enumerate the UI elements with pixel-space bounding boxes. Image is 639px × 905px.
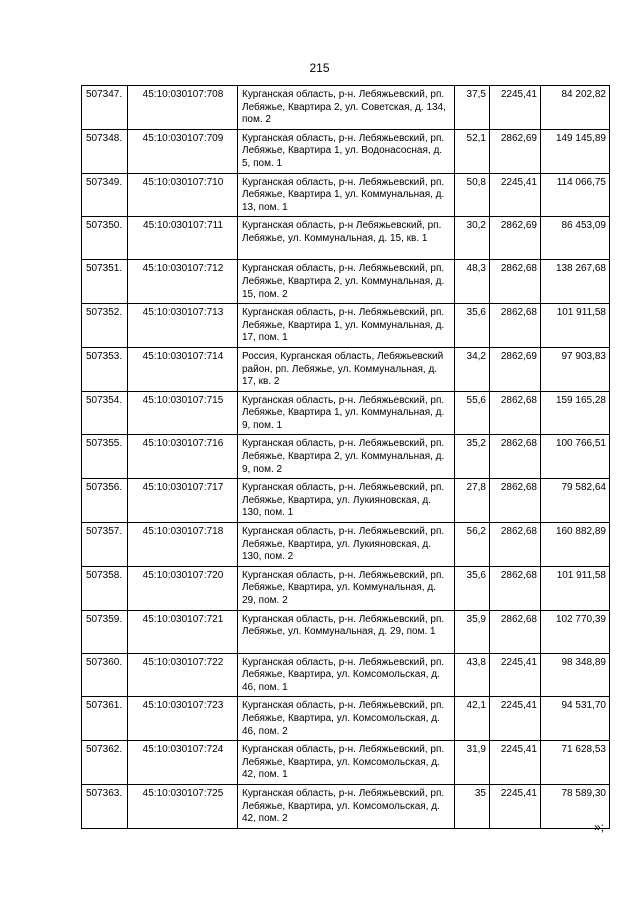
cadastral-value: 102 770,39 xyxy=(541,610,610,653)
table-row xyxy=(82,784,610,828)
row-number: 507347. xyxy=(82,86,128,130)
table-row xyxy=(82,479,610,523)
cadastral-value: 98 348,89 xyxy=(541,653,610,697)
row-number: 507348. xyxy=(82,129,128,173)
cadastral-value: 78 589,30 xyxy=(541,784,610,828)
unit-price: 2862,69 xyxy=(490,347,541,391)
area: 30,2 xyxy=(455,217,490,260)
unit-price: 2245,41 xyxy=(490,653,541,697)
address: Курганская область, р-н. Лебяжьевский, рп. Лебяжье, Квартира, ул. Комсомольская, д. 42, пом. 1 xyxy=(238,741,455,785)
unit-price: 2862,68 xyxy=(490,479,541,523)
area: 56,2 xyxy=(455,523,490,567)
unit-price: 2245,41 xyxy=(490,697,541,741)
cadastral-value: 101 911,58 xyxy=(541,566,610,610)
area: 37,5 xyxy=(455,86,490,130)
cadastral-number: 45:10:030107:717 xyxy=(128,479,238,523)
address: Курганская область, р-н. Лебяжьевский, рп. Лебяжье, ул. Коммунальная, д. 29, пом. 1 xyxy=(238,610,455,653)
address: Курганская область, р-н. Лебяжьевский, рп. Лебяжье, Квартира 1, ул. Водонасосная, д. 5, пом. 1 xyxy=(238,129,455,173)
cadastral-number: 45:10:030107:715 xyxy=(128,391,238,435)
cadastral-value: 86 453,09 xyxy=(541,217,610,260)
address: Курганская область, р-н. Лебяжьевский, рп. Лебяжье, Квартира 2, ул. Коммунальная, д. 9, пом. 2 xyxy=(238,435,455,479)
area: 31,9 xyxy=(455,741,490,785)
address: Курганская область, р-н. Лебяжьевский, рп. Лебяжье, Квартира, ул. Лукияновская, д. 130, пом. 2 xyxy=(238,523,455,567)
table-row xyxy=(82,435,610,479)
address: Курганская область, р-н Лебяжьевский, рп. Лебяжье, ул. Коммунальная, д. 15, кв. 1 xyxy=(238,217,455,260)
row-number: 507363. xyxy=(82,784,128,828)
table-row xyxy=(82,566,610,610)
unit-price: 2862,68 xyxy=(490,304,541,348)
cadastral-number: 45:10:030107:709 xyxy=(128,129,238,173)
cadastral-number: 45:10:030107:713 xyxy=(128,304,238,348)
area: 35,6 xyxy=(455,304,490,348)
address: Курганская область, р-н. Лебяжьевский, рп. Лебяжье, Квартира 2, ул. Советская, д. 134, пом. 2 xyxy=(238,86,455,130)
area: 48,3 xyxy=(455,260,490,304)
area: 35 xyxy=(455,784,490,828)
table-row xyxy=(82,86,610,130)
table-row xyxy=(82,347,610,391)
unit-price: 2862,69 xyxy=(490,129,541,173)
cadastral-value: 114 066,75 xyxy=(541,173,610,217)
cadastral-value: 100 766,51 xyxy=(541,435,610,479)
cadastral-number: 45:10:030107:712 xyxy=(128,260,238,304)
row-number: 507360. xyxy=(82,653,128,697)
address: Курганская область, р-н. Лебяжьевский, рп. Лебяжье, Квартира 1, ул. Коммунальная, д. 13, пом. 1 xyxy=(238,173,455,217)
row-number: 507357. xyxy=(82,523,128,567)
table-row xyxy=(82,129,610,173)
row-number: 507362. xyxy=(82,741,128,785)
address: Курганская область, р-н. Лебяжьевский, рп. Лебяжье, Квартира, ул. Коммунальная, д. 29, пом. 2 xyxy=(238,566,455,610)
cadastral-number: 45:10:030107:720 xyxy=(128,566,238,610)
table-row xyxy=(82,610,610,653)
address: Курганская область, р-н. Лебяжьевский, рп. Лебяжье, Квартира, ул. Лукияновская, д. 130, пом. 1 xyxy=(238,479,455,523)
cadastral-value: 94 531,70 xyxy=(541,697,610,741)
address: Курганская область, р-н. Лебяжьевский, рп. Лебяжье, Квартира 1, ул. Коммунальная, д. 17, пом. 1 xyxy=(238,304,455,348)
table-body xyxy=(82,86,610,829)
area: 52,1 xyxy=(455,129,490,173)
cadastral-value: 149 145,89 xyxy=(541,129,610,173)
unit-price: 2862,69 xyxy=(490,217,541,260)
area: 27,8 xyxy=(455,479,490,523)
row-number: 507351. xyxy=(82,260,128,304)
row-number: 507358. xyxy=(82,566,128,610)
property-registry-table xyxy=(81,85,610,829)
cadastral-value: 160 882,89 xyxy=(541,523,610,567)
address: Курганская область, р-н. Лебяжьевский, рп. Лебяжье, Квартира, ул. Комсомольская, д. 42, пом. 2 xyxy=(238,784,455,828)
cadastral-number: 45:10:030107:724 xyxy=(128,741,238,785)
cadastral-value: 101 911,58 xyxy=(541,304,610,348)
address: Курганская область, р-н. Лебяжьевский, рп. Лебяжье, Квартира, ул. Комсомольская, д. 46, пом. 2 xyxy=(238,697,455,741)
row-number: 507356. xyxy=(82,479,128,523)
cadastral-value: 79 582,64 xyxy=(541,479,610,523)
area: 55,6 xyxy=(455,391,490,435)
cadastral-number: 45:10:030107:718 xyxy=(128,523,238,567)
cadastral-value: 138 267,68 xyxy=(541,260,610,304)
row-number: 507352. xyxy=(82,304,128,348)
table-row xyxy=(82,653,610,697)
unit-price: 2862,68 xyxy=(490,523,541,567)
row-number: 507354. xyxy=(82,391,128,435)
address: Курганская область, р-н. Лебяжьевский, рп. Лебяжье, Квартира 1, ул. Коммунальная, д. 9, пом. 1 xyxy=(238,391,455,435)
cadastral-number: 45:10:030107:711 xyxy=(128,217,238,260)
cadastral-value: 97 903,83 xyxy=(541,347,610,391)
table-row xyxy=(82,173,610,217)
closing-quote-mark: »; xyxy=(594,820,605,834)
table-row xyxy=(82,217,610,260)
cadastral-value: 159 165,28 xyxy=(541,391,610,435)
cadastral-number: 45:10:030107:710 xyxy=(128,173,238,217)
unit-price: 2862,68 xyxy=(490,566,541,610)
address: Россия, Курганская область, Лебяжьевский район, рп. Лебяжье, ул. Коммунальная, д. 17, кв. 2 xyxy=(238,347,455,391)
unit-price: 2245,41 xyxy=(490,741,541,785)
row-number: 507355. xyxy=(82,435,128,479)
table-row xyxy=(82,304,610,348)
cadastral-number: 45:10:030107:716 xyxy=(128,435,238,479)
unit-price: 2245,41 xyxy=(490,86,541,130)
cadastral-value: 84 202,82 xyxy=(541,86,610,130)
row-number: 507349. xyxy=(82,173,128,217)
row-number: 507359. xyxy=(82,610,128,653)
page-number: 215 xyxy=(309,61,330,75)
cadastral-number: 45:10:030107:708 xyxy=(128,86,238,130)
area: 35,9 xyxy=(455,610,490,653)
unit-price: 2862,68 xyxy=(490,391,541,435)
area: 34,2 xyxy=(455,347,490,391)
cadastral-number: 45:10:030107:714 xyxy=(128,347,238,391)
cadastral-number: 45:10:030107:722 xyxy=(128,653,238,697)
area: 50,8 xyxy=(455,173,490,217)
table-row xyxy=(82,697,610,741)
table-row xyxy=(82,741,610,785)
area: 35,6 xyxy=(455,566,490,610)
address: Курганская область, р-н. Лебяжьевский, рп. Лебяжье, Квартира 2, ул. Коммунальная, д. 15, пом. 2 xyxy=(238,260,455,304)
area: 42,1 xyxy=(455,697,490,741)
row-number: 507361. xyxy=(82,697,128,741)
table-row xyxy=(82,260,610,304)
table-row xyxy=(82,523,610,567)
area: 35,2 xyxy=(455,435,490,479)
unit-price: 2245,41 xyxy=(490,784,541,828)
unit-price: 2245,41 xyxy=(490,173,541,217)
cadastral-number: 45:10:030107:723 xyxy=(128,697,238,741)
cadastral-number: 45:10:030107:721 xyxy=(128,610,238,653)
cadastral-number: 45:10:030107:725 xyxy=(128,784,238,828)
unit-price: 2862,68 xyxy=(490,610,541,653)
area: 43,8 xyxy=(455,653,490,697)
cadastral-value: 71 628,53 xyxy=(541,741,610,785)
row-number: 507350. xyxy=(82,217,128,260)
unit-price: 2862,68 xyxy=(490,435,541,479)
table-row xyxy=(82,391,610,435)
address: Курганская область, р-н. Лебяжьевский, рп. Лебяжье, Квартира, ул. Комсомольская, д. 46, пом. 1 xyxy=(238,653,455,697)
unit-price: 2862,68 xyxy=(490,260,541,304)
row-number: 507353. xyxy=(82,347,128,391)
